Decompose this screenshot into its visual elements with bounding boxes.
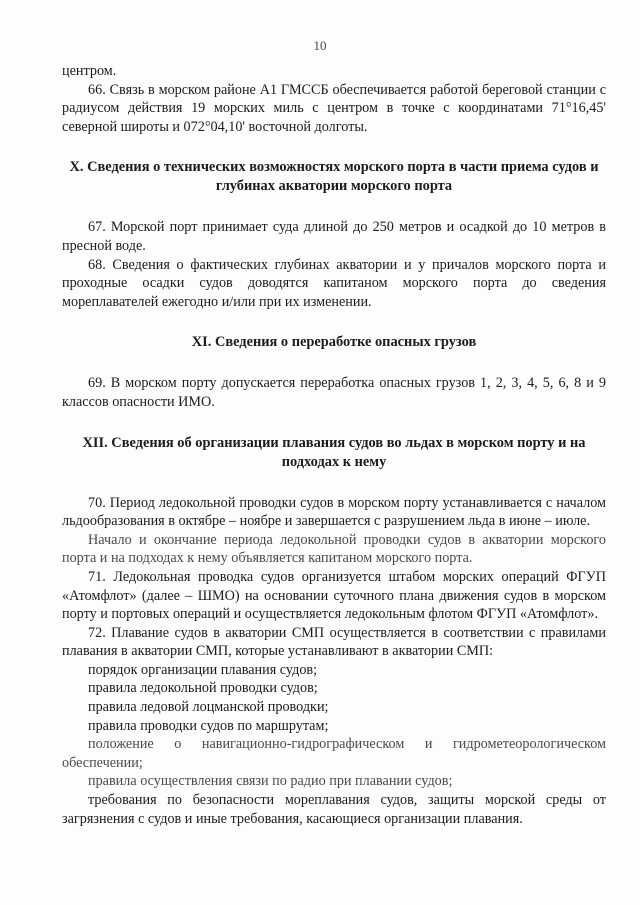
document-body: [62, 62, 606, 828]
section-heading-xi: XI. Сведения о переработке опасных грузов: [191, 334, 477, 351]
paragraph-70b: Начало и окончание периода ледокольной проводки судов в акватории морского порта и на подходах к нему объявляется капитаном морского порта.: [62, 531, 606, 567]
paragraph-71: 71. Ледокольная проводка судов организуется штабом морских операций ФГУП «Атомфлот» (далее – ШМО) на основании суточного плана движения судов в морском порту и портовых операций и осуществляется ледокольным флотом ФГУП «Атомфлот».: [62, 568, 606, 623]
section-heading-xii: XII. Сведения об организации плавания судов во льдах в морском порту и на подходах к нему: [82, 434, 586, 470]
section-heading-x: X. Сведения о технических возможностях морского порта в части приема судов и глубинах акватории морского порта: [69, 159, 599, 195]
list-item: требования по безопасности мореплавания судов, защиты морской среды от загрязнения с судов и иные требования, касающиеся организации плавания.: [62, 792, 606, 827]
paragraph-66: 66. Связь в морском районе А1 ГМССБ обеспечивается работой береговой станции с радиусом действия 19 морских миль с центром в точке с координатами 71°16,45' северной широты и 072°04,10' восточной долготы.: [62, 81, 606, 135]
list-item: правила ледокольной проводки судов;: [88, 680, 318, 697]
list-item: правила проводки судов по маршрутам;: [88, 717, 329, 734]
paragraph-65-tail: центром.: [62, 63, 117, 79]
list-item: правила осуществления связи по радио при плавании судов;: [88, 773, 453, 790]
paragraph-68: 68. Сведения о фактических глубинах акватории и у причалов морского порта и проходные осадки судов доводятся капитаном морского порта до сведения мореплавателей ежегодно и/или при их изменении.: [62, 256, 606, 310]
list-item: правила ледовой лоцманской проводки;: [88, 699, 329, 716]
paragraph-72: 72. Плавание судов в акватории СМП осуществляется в соответствии с правилами плавания в акватории СМП, которые устанавливают в акватории СМП:: [62, 624, 606, 660]
page-number: 10: [313, 38, 327, 53]
paragraph-69: 69. В морском порту допускается переработка опасных грузов 1, 2, 3, 4, 5, 6, 8 и 9 классов опасности ИМО.: [62, 375, 606, 410]
paragraph-67: 67. Морской порт принимает суда длиной до 250 метров и осадкой до 10 метров в пресной воде.: [62, 219, 606, 254]
list-item: положение о навигационно-гидрографическом и гидрометеорологическом обеспечении;: [62, 736, 606, 771]
paragraph-70: 70. Период ледокольной проводки судов в морском порту устанавливается с началом льдообразования в октябре – ноябре и завершается с разрушением льда в июне – июле.: [62, 494, 606, 530]
list-item: порядок организации плавания судов;: [88, 661, 318, 678]
